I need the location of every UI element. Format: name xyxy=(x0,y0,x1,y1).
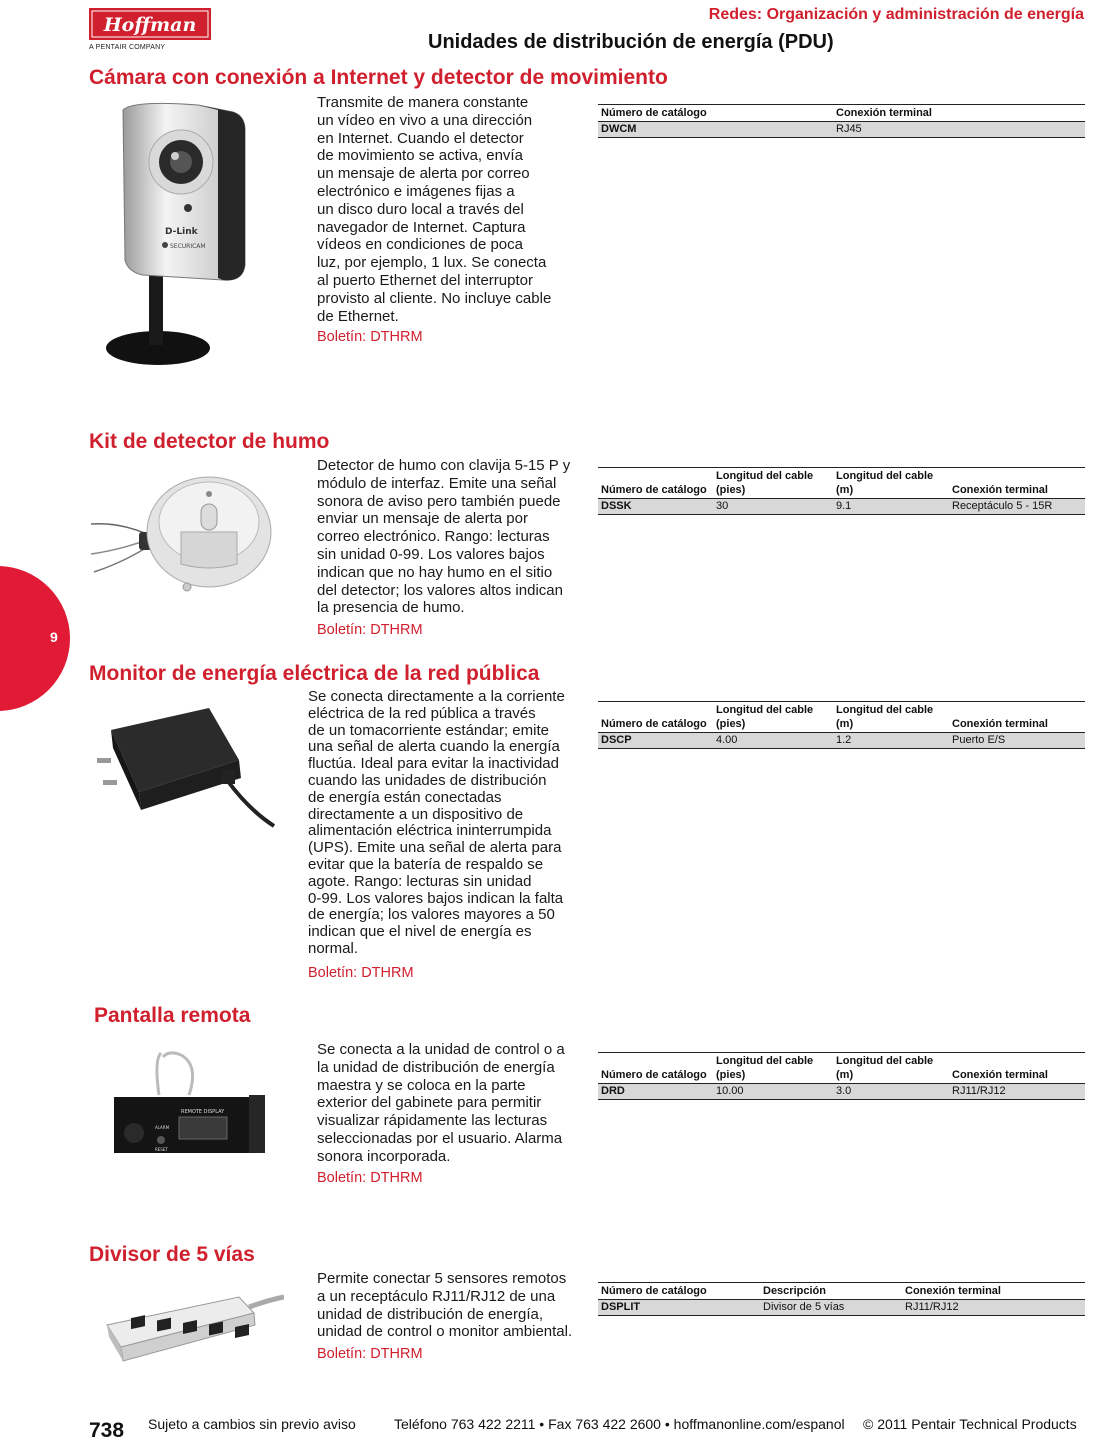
description-line: cuando las unidades de distribución xyxy=(308,771,547,789)
description-line: unidad de distribución de energía, xyxy=(317,1305,543,1323)
description-line: provisto al cliente. No incluye cable xyxy=(317,289,552,307)
spec-table-power-monitor xyxy=(598,701,1085,749)
description-line: Transmite de manera constante xyxy=(317,94,529,111)
bulletin-link-remote-display[interactable]: Boletín: DTHRM xyxy=(317,1170,423,1186)
footer-contact: Teléfono 763 422 2211 • Fax 763 422 2600 • hoffmanonline.com/espanol xyxy=(394,1416,845,1432)
table-cell: Divisor de 5 vías xyxy=(760,1300,902,1316)
table-header: Longitud del cable (m) xyxy=(836,704,934,730)
bulletin-link-splitter[interactable]: Boletín: DTHRM xyxy=(317,1346,423,1362)
table-row xyxy=(598,1084,1085,1100)
svg-text:SECURICAM: SECURICAM xyxy=(170,243,206,250)
description-line: Se conecta directamente a la corriente xyxy=(308,688,565,705)
table-header: Conexión terminal xyxy=(952,718,1048,730)
catalog-number: DWCM xyxy=(598,122,833,138)
table-header: Número de catálogo xyxy=(601,1069,707,1081)
description-line: al puerto Ethernet del interruptor xyxy=(317,271,533,289)
spec-table-remote-display xyxy=(598,1052,1085,1100)
description-line: indican que no hay humo en el sitio xyxy=(317,563,553,581)
description-line: seleccionadas por el usuario. Alarma xyxy=(317,1129,563,1147)
description-line: evitar que la batería de respaldo se xyxy=(308,855,544,873)
section-title-camera: Cámara con conexión a Internet y detector de movimiento xyxy=(89,66,668,89)
description-line: en Internet. Cuando el detector xyxy=(317,129,524,147)
bulletin-link-power-monitor[interactable]: Boletín: DTHRM xyxy=(308,965,414,981)
table-cell: RJ45 xyxy=(833,122,1085,138)
description-splitter xyxy=(317,1270,602,1341)
header-category: Redes: Organización y administración de energía xyxy=(708,6,1084,23)
description-line: (UPS). Emite una señal de alerta para xyxy=(308,839,562,857)
table-header: Conexión terminal xyxy=(905,1285,1001,1297)
hoffman-logo xyxy=(89,8,211,40)
description-line: de energía están conectadas xyxy=(308,788,502,806)
table-cell: 9.1 xyxy=(833,499,949,515)
table-header: Longitud del cable (pies) xyxy=(716,1055,814,1081)
description-line: navegador de Internet. Captura xyxy=(317,218,526,236)
smoke-detector-image xyxy=(89,462,284,597)
table-cell: RJ11/RJ12 xyxy=(902,1300,1085,1316)
logo-subtitle: A PENTAIR COMPANY xyxy=(89,44,166,51)
catalog-number: DSPLIT xyxy=(598,1300,760,1316)
table-header: Número de catálogo xyxy=(601,1285,707,1297)
table-cell: 4.00 xyxy=(713,733,833,749)
table-header: Longitud del cable (pies) xyxy=(716,704,814,730)
description-line: sonora de aviso pero también puede xyxy=(317,492,561,510)
description-line: del detector; los valores altos indican xyxy=(317,581,563,599)
description-line: indican que el nivel de energía es xyxy=(308,923,532,941)
description-line: exterior del gabinete para permitir xyxy=(317,1094,542,1112)
description-line: correo electrónico. Rango: lecturas xyxy=(317,528,550,546)
power-monitor-image xyxy=(89,700,284,835)
table-row xyxy=(598,733,1085,749)
description-line: enviar un mensaje de alerta por xyxy=(317,510,528,528)
table-cell: 30 xyxy=(713,499,833,515)
camera-image xyxy=(103,100,278,372)
table-row xyxy=(598,499,1085,515)
description-line: de un tomacorriente estándar; emite xyxy=(308,721,549,739)
section-title-splitter: Divisor de 5 vías xyxy=(89,1243,255,1266)
description-line: unidad de control o monitor ambiental. xyxy=(317,1323,573,1341)
description-smoke xyxy=(317,457,592,617)
table-header: Número de catálogo xyxy=(601,718,707,730)
spec-table-camera xyxy=(598,104,1085,138)
remote-display-label: REMOTE DISPLAY xyxy=(181,1109,225,1115)
description-line: a un receptáculo RJ11/RJ12 de una xyxy=(317,1287,556,1305)
catalog-number: DRD xyxy=(598,1084,713,1100)
catalog-number: DSCP xyxy=(598,733,713,749)
logo-text: Hoffman xyxy=(103,14,197,36)
description-line: un disco duro local a través del xyxy=(317,200,524,218)
table-header: Conexión terminal xyxy=(952,484,1048,496)
table-header: Conexión terminal xyxy=(952,1069,1048,1081)
description-line: visualizar rápidamente las lecturas xyxy=(317,1112,548,1130)
svg-text:D-Link: D-Link xyxy=(165,227,198,237)
footer-notice: Sujeto a cambios sin previo aviso xyxy=(148,1416,356,1432)
table-cell: RJ11/RJ12 xyxy=(949,1084,1085,1100)
splitter-image xyxy=(89,1275,284,1375)
table-header: Descripción xyxy=(763,1285,826,1297)
description-line: de movimiento se activa, envía xyxy=(317,147,523,165)
description-line: módulo de interfaz. Emite una señal xyxy=(317,474,557,492)
bulletin-link-camera[interactable]: Boletín: DTHRM xyxy=(317,329,423,345)
table-cell: 1.2 xyxy=(833,733,949,749)
section-title-smoke: Kit de detector de humo xyxy=(89,430,330,453)
description-line: Permite conectar 5 sensores remotos xyxy=(317,1270,567,1287)
description-line: alimentación eléctrica ininterrumpida xyxy=(308,822,552,840)
description-line: fluctúa. Ideal para evitar la inactividad xyxy=(308,755,559,773)
table-row xyxy=(598,1300,1085,1316)
description-line: de energía; los valores mayores a 50 xyxy=(308,906,555,924)
table-header: Longitud del cable (m) xyxy=(836,470,934,496)
description-line: un mensaje de alerta por correo xyxy=(317,165,530,183)
description-line: electrónico e imágenes fijas a xyxy=(317,182,515,200)
description-power-monitor xyxy=(308,689,593,958)
description-line: una señal de alerta cuando la energía xyxy=(308,738,560,756)
footer-copyright: © 2011 Pentair Technical Products xyxy=(863,1416,1077,1432)
description-camera xyxy=(317,94,587,325)
table-cell: Puerto E/S xyxy=(949,733,1085,749)
description-line: la unidad de distribución de energía xyxy=(317,1058,555,1076)
chapter-tab xyxy=(0,566,70,711)
description-line: directamente a un dispositivo de xyxy=(308,805,524,823)
description-line: agote. Rango: lecturas sin unidad xyxy=(308,872,532,890)
page-title: Unidades de distribución de energía (PDU) xyxy=(428,31,834,53)
bulletin-link-smoke[interactable]: Boletín: DTHRM xyxy=(317,622,423,638)
table-cell: Receptáculo 5 - 15R xyxy=(949,499,1085,515)
table-header: Número de catálogo xyxy=(601,107,707,119)
table-row xyxy=(598,122,1085,138)
description-line: sonora incorporada. xyxy=(317,1147,451,1165)
table-header: Número de catálogo xyxy=(601,484,707,496)
table-cell: 10.00 xyxy=(713,1084,833,1100)
description-line: Se conecta a la unidad de control o a xyxy=(317,1041,565,1058)
section-title-remote-display: Pantalla remota xyxy=(94,1004,251,1027)
spec-table-smoke xyxy=(598,467,1085,515)
description-line: Detector de humo con clavija 5-15 P y xyxy=(317,457,571,474)
reset-label: RESET xyxy=(155,1147,168,1152)
table-header: Longitud del cable (pies) xyxy=(716,470,814,496)
description-line: vídeos en condiciones de poca xyxy=(317,236,523,254)
section-title-power-monitor: Monitor de energía eléctrica de la red pública xyxy=(89,662,540,685)
catalog-number: DSSK xyxy=(598,499,713,515)
table-cell: 3.0 xyxy=(833,1084,949,1100)
description-line: maestra y se coloca en la parte xyxy=(317,1076,526,1094)
description-remote-display xyxy=(317,1041,592,1166)
page-number: 738 xyxy=(89,1419,125,1442)
chapter-tab-number: 9 xyxy=(50,629,58,645)
description-line: 0-99. Los valores bajos indican la falta xyxy=(308,889,564,907)
description-line: sin unidad 0-99. Los valores bajos xyxy=(317,545,545,563)
remote-display-image xyxy=(89,1045,284,1170)
description-line: de Ethernet. xyxy=(317,307,399,325)
description-line: eléctrica de la red pública a través xyxy=(308,704,536,722)
description-line: un vídeo en vivo a una dirección xyxy=(317,111,533,129)
alarm-label: ALARM xyxy=(155,1125,170,1130)
table-header: Conexión terminal xyxy=(836,107,932,119)
spec-table-splitter xyxy=(598,1282,1085,1316)
description-line: normal. xyxy=(308,939,359,957)
description-line: la presencia de humo. xyxy=(317,599,465,617)
table-header: Longitud del cable (m) xyxy=(836,1055,934,1081)
description-line: luz, por ejemplo, 1 lux. Se conecta xyxy=(317,254,547,272)
